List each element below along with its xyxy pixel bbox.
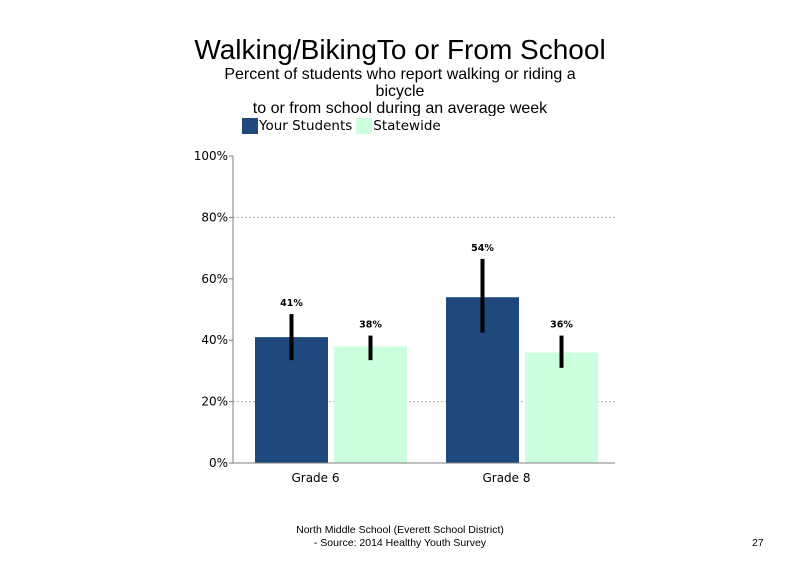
x-category-label: Grade 8 — [482, 471, 531, 485]
legend-label-your-students: Your Students — [259, 118, 353, 134]
y-tick-label: 60% — [201, 271, 228, 286]
y-tick-label: 100% — [193, 149, 228, 163]
y-tick-label: 80% — [201, 210, 228, 225]
data-label: 36% — [550, 319, 573, 331]
data-label: 54% — [471, 242, 494, 254]
footer-school: North Middle School (Everett School District) — [296, 524, 504, 536]
y-tick-label: 40% — [201, 333, 228, 348]
legend-label-statewide: Statewide — [373, 118, 441, 134]
subtitle-line-2: bicycle — [375, 83, 425, 100]
chart-title: Walking/BikingTo or From School — [194, 34, 606, 65]
page-number: 27 — [752, 537, 764, 549]
footer — [200, 524, 600, 550]
subtitle-line-3: to or from school during an average week — [252, 100, 548, 116]
x-category-label: Grade 6 — [291, 471, 340, 485]
data-label: 41% — [280, 298, 303, 310]
y-tick-label: 20% — [201, 394, 228, 409]
bar-statewide — [525, 352, 598, 463]
y-tick-label: 0% — [208, 456, 228, 470]
footer-source: - Source: 2014 Healthy Youth Survey — [313, 537, 487, 549]
bar-statewide — [334, 346, 407, 463]
data-label: 38% — [359, 319, 382, 331]
subtitle-line-1: Percent of students who report walking or riding a — [224, 66, 576, 83]
